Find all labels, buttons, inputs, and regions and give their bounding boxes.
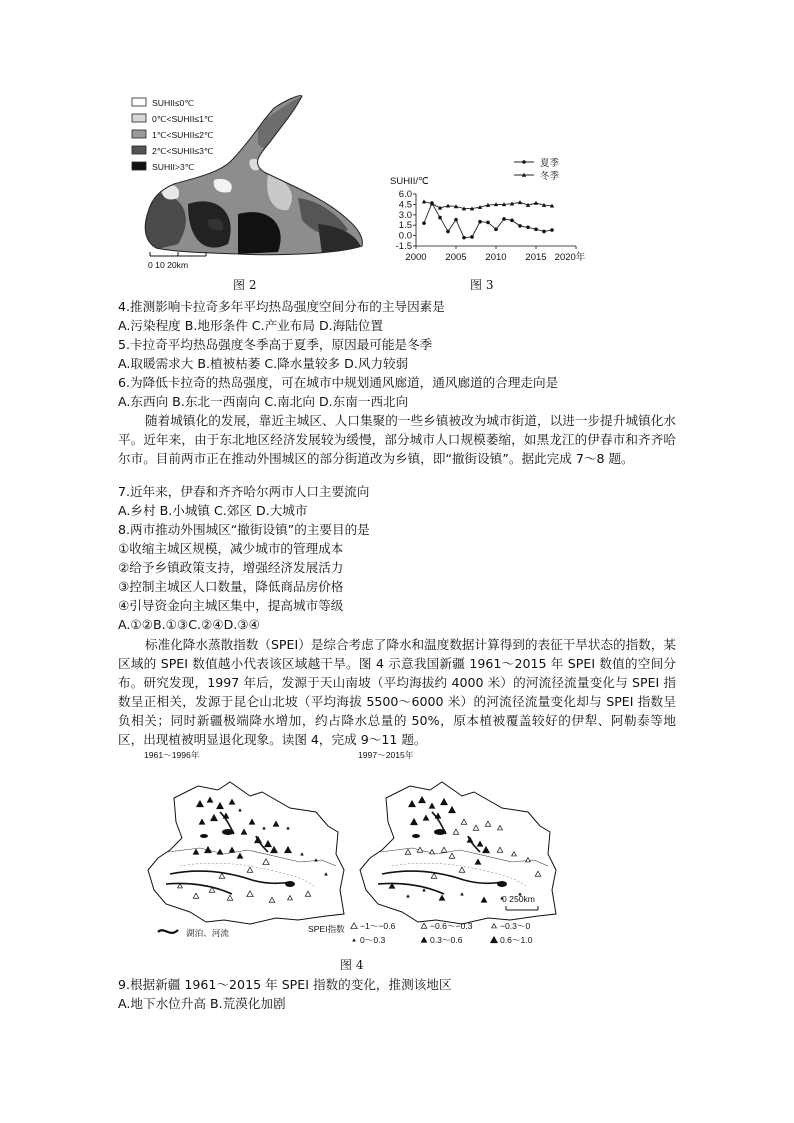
question-6: 6.为降低卡拉奇的热岛强度，可在城市中规划通风廊道，通风廊道的合理走向是 <box>118 375 559 390</box>
spei-legend-symbol <box>352 938 356 941</box>
question-6-options: A.东西向 B.东北一西南向 C.南北向 D.东南一西北向 <box>118 394 409 409</box>
figure-2-caption: 图 2 <box>233 278 257 292</box>
xinjiang-outline <box>148 782 344 924</box>
question-5-options: A.取暖需求大 B.植被枯萎 C.降水量较多 D.风力较弱 <box>118 356 409 371</box>
scale-label-4: 0 250km <box>502 894 535 904</box>
point-summer <box>470 235 474 239</box>
legend-swatch-1 <box>132 98 146 106</box>
spei-legend-symbol <box>491 937 498 943</box>
point-summer <box>446 230 450 234</box>
x-tick-label: 2020年 <box>554 252 586 263</box>
legend-label-4: 2℃<SUHII≤3℃ <box>152 146 214 156</box>
spei-legend-symbol <box>421 923 427 928</box>
spei-legend-label: 0.3～0.6 <box>430 935 463 945</box>
x-tick-label: 2010 <box>485 252 507 263</box>
map-2-title: 1997～2015年 <box>358 750 414 760</box>
y-axis-label: SUHII/℃ <box>390 176 429 187</box>
spei-legend-symbol <box>492 924 497 928</box>
spei-legend-label: 0～0.3 <box>360 935 386 945</box>
point-summer <box>534 228 538 232</box>
statement-4: ④引导资金向主城区集中，提高城市等级 <box>118 598 344 613</box>
question-5: 5.卡拉奇平均热岛强度冬季高于夏季，原因最可能是冬季 <box>118 337 433 352</box>
x-tick-label: 2000 <box>405 252 427 263</box>
spei-label: SPEI指数 <box>308 924 345 934</box>
point-summer <box>518 224 522 228</box>
question-7: 7.近年来，伊春和齐齐哈尔两市人口主要流向 <box>118 484 370 499</box>
point-summer <box>542 230 546 234</box>
spei-legend-label: −1～−0.6 <box>360 921 396 931</box>
legend-swatch-3 <box>132 130 146 138</box>
legend-marker-summer <box>522 160 526 164</box>
question-8: 8.两市推动外围城区“撤街设镇”的主要目的是 <box>118 522 370 537</box>
legend-label-2: 0℃<SUHII≤1℃ <box>152 114 214 124</box>
lake-river-label: 湖泊、河流 <box>186 928 229 938</box>
y-tick-label: 6.0 <box>398 189 412 200</box>
statement-3: ③控制主城区人口数量，降低商品房价格 <box>118 579 344 594</box>
legend-series-name: 冬季 <box>540 171 560 182</box>
passage-1: 随着城镇化的发展，靠近主城区、人口集聚的一些乡镇被改为城市街道，以进一步提升城镇化水平。近年来，由于东北地区经济发展较为缓慢，部分城市人口规模萎缩，如黑龙江的伊春市和齐齐哈尔市。目前两市正在推动外围城区的部分街道改为乡镇，即“撤街设镇”。据此完成 7～8 题。 <box>118 413 676 466</box>
point-winter <box>518 200 522 204</box>
point-summer <box>502 217 506 221</box>
question-8-options: A.①②B.①③C.②④D.③④ <box>118 617 260 632</box>
y-tick-label: 4.5 <box>398 199 412 211</box>
x-tick-label: 2015 <box>525 252 547 263</box>
legend-series-name: 夏季 <box>540 158 560 169</box>
point-summer <box>438 216 442 220</box>
figure-2-legend <box>132 98 214 172</box>
figure-3-legend <box>514 157 560 182</box>
point-summer <box>462 236 466 240</box>
point-summer <box>478 220 482 224</box>
statement-1: ①收缩主城区规模，减少城市的管理成本 <box>118 541 344 556</box>
map-1-title: 1961～1996年 <box>144 750 200 760</box>
scale-label: 0 10 20km <box>148 260 189 270</box>
point-summer <box>454 218 458 222</box>
lake <box>434 829 446 835</box>
point-summer <box>550 228 554 232</box>
point-summer <box>494 228 498 232</box>
legend-label-3: 1℃<SUHII≤2℃ <box>152 130 214 140</box>
legend-swatch-4 <box>132 146 146 154</box>
point-summer <box>510 219 514 223</box>
figure-3-series <box>422 199 554 239</box>
y-tick-label: -1.5 <box>395 241 412 252</box>
y-tick-label: 0.0 <box>398 230 412 242</box>
figure-4-maps <box>140 742 580 950</box>
figure-2-map <box>118 94 378 274</box>
series-line-1 <box>424 203 552 238</box>
spei-legend-label: −0.6～−0.3 <box>430 921 473 931</box>
spei-legend-symbol <box>351 923 357 929</box>
legend-label-1: SUHII≤0℃ <box>152 98 195 108</box>
legend-swatch-5 <box>132 162 146 170</box>
legend-swatch-2 <box>132 114 146 122</box>
x-tick-label: 2005 <box>445 252 467 263</box>
question-9-options: A.地下水位升高 B.荒漠化加剧 <box>118 996 286 1011</box>
lake <box>200 834 208 838</box>
passage-2: 标准化降水蒸散指数（SPEI）是综合考虑了降水和温度数据计算得到的表征干旱状态的指数，某区域的 SPEI 数值越小代表该区域越干旱。图 4 示意我国新疆 1961～2015 年 SPEI 数值的空间分布。研究发现，1997 年后，发源于天山南坡（平均海拔约 4000 米）的河流径流量变化与 SPEI 指数呈正相关，发源于昆仑山北坡（平均海拔 5500～6000 米）的河流径流量变化却与 SPEI 指数呈负相关；同时新疆极端降水增加，约占降水总量的 50%，原本植被覆盖较好的伊犁、阿勒泰等地区，出现植被明显退化现象。读图 4，完成 9～11 题。 <box>118 637 677 747</box>
question-7-options: A.乡村 B.小城镇 C.郊区 D.大城市 <box>118 503 308 518</box>
figure-4-caption: 图 4 <box>340 958 364 972</box>
figure-3-chart <box>384 150 596 274</box>
spei-legend-symbol <box>421 937 427 942</box>
point-winter <box>534 201 538 205</box>
lake <box>222 829 234 835</box>
legend-label-5: SUHII>3℃ <box>152 162 195 172</box>
figure-4-legend <box>158 921 533 945</box>
figure-3-caption: 图 3 <box>470 278 494 292</box>
lake-river-symbol <box>158 930 178 933</box>
lake <box>497 881 507 887</box>
y-tick-label: 1.5 <box>398 220 412 232</box>
question-9: 9.根据新疆 1961～2015 年 SPEI 指数的变化，推测该地区 <box>118 977 452 992</box>
spei-legend-label: −0.3～0 <box>500 921 531 931</box>
point-winter <box>422 199 426 203</box>
spei-legend-label: 0.6～1.0 <box>500 935 533 945</box>
scale-bar <box>148 252 206 270</box>
statement-2: ②给予乡镇政策支持，增强经济发展活力 <box>118 560 344 575</box>
question-4-options: A.污染程度 B.地形条件 C.产业布局 D.海陆位置 <box>118 318 384 333</box>
lake <box>412 834 420 838</box>
lake <box>285 881 295 887</box>
point-summer <box>486 221 490 225</box>
question-4: 4.推测影响卡拉奇多年平均热岛强度空间分布的主导因素是 <box>118 299 445 314</box>
map-1961-1996 <box>148 782 344 924</box>
y-tick-label: 3.0 <box>398 209 412 221</box>
point-summer <box>422 221 426 225</box>
point-summer <box>526 225 530 229</box>
